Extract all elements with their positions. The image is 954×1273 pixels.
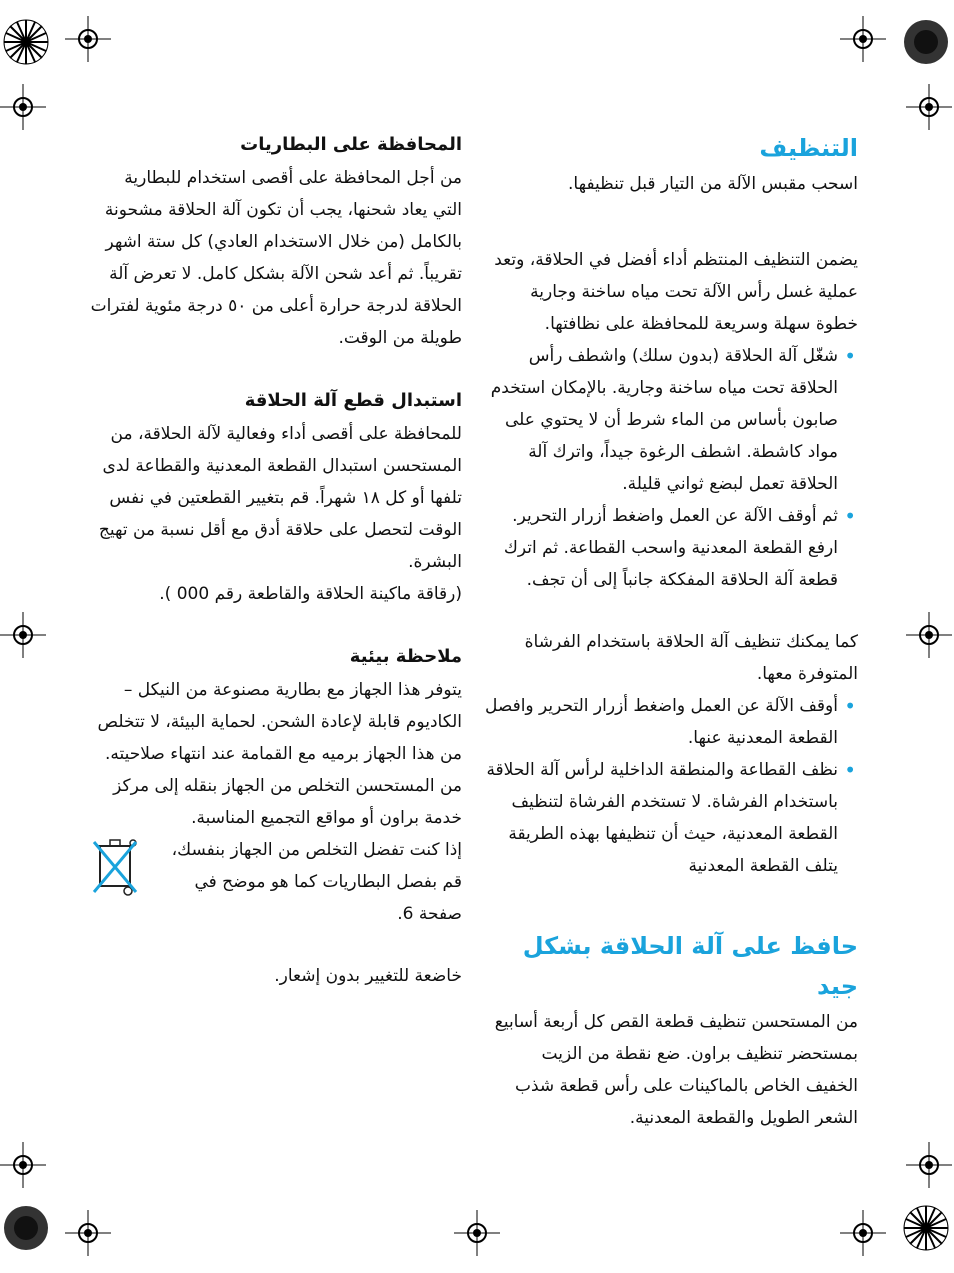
bullet-icon: • [844, 504, 856, 528]
starburst-mark-icon [902, 1204, 950, 1252]
battery-paragraph: من أجل المحافظة على أقصى استخدام للبطارية التي يعاد شحنها، يجب أن تكون آلة الحلاقة مشحونة بالكامل (من خلال الاستخدام العادي) كل ستة اشهر تقريباً. ثم أعد شحن الآلة بشكل كامل. لا تعرض آلة الحلاقة لدرجة حرارة أعلى من ٥٠ درجة مئوية لفترات طويلة من الوقت. [90, 168, 462, 348]
bullet-icon: • [844, 344, 856, 368]
environment-title: ملاحظة بيئية [349, 646, 462, 667]
list-item: • ثم أوقف الآلة عن العمل واضغط أزرار التحرير. ارفع القطعة المعدنية واسحب القطاعة. ثم اترك قطعة آلة الحلاقة المفككة جانباً إلى أن تجف. [484, 500, 858, 596]
registration-mark-icon [840, 1210, 886, 1256]
environment-block [90, 674, 462, 930]
cleaning-title: التنظيف [759, 134, 858, 162]
list-item: • أوقف الآلة عن العمل واضغط أزرار التحرير وافصل القطعة المعدنية عنها. [484, 690, 858, 754]
registration-mark-icon [840, 16, 886, 62]
list-item: • نظف القطاعة والمنطقة الداخلية لرأس آلة الحلاقة باستخدام الفرشاة. لا تستخدم الفرشاة لتنظيف القطعة المعدنية، حيث أن تنظيفها بهذه الطريقة يتلف القطعة المعدنية [484, 754, 858, 882]
bullet-icon: • [844, 758, 856, 782]
maintain-title: حافظ على آلة الحلاقة بشكل جيد [522, 932, 858, 1000]
registration-mark-icon [65, 16, 111, 62]
registration-mark-icon [0, 84, 46, 130]
starburst-mark-icon [902, 18, 950, 66]
starburst-mark-icon [2, 18, 50, 66]
maintain-paragraph: من المستحسن تنظيف قطعة القص كل أربعة أسابيع بمستحضر تنظيف براون. ضع نقطة من الزيت الخفيف الخاص بالماكينات على رأس قطعة شذب الشعر الطويل والقطعة المعدنية. [494, 1012, 858, 1128]
brush-bullet-list [484, 690, 858, 882]
brush-intro: كما يمكنك تنظيف آلة الحلاقة باستخدام الفرشاة المتوفرة معها. [524, 632, 858, 684]
registration-mark-icon [0, 612, 46, 658]
replace-paragraph: للمحافظة على أقصى أداء وفعالية لآلة الحلاقة، من المستحسن استبدال القطعة المعدنية والقطاعة لدى تلفها أو كل ١٨ شهراً. قم بتغيير القطعتين في نفس الوقت لتحصل على حلاقة أدق مع أقل نسبة من تهيج البشرة. [98, 424, 462, 572]
registration-mark-icon [0, 1142, 46, 1188]
registration-mark-icon [906, 612, 952, 658]
cleaning-paragraph: يضمن التنظيف المنتظم أداء أفضل في الحلاقة، وتعد عملية غسل رأس الآلة تحت مياه ساخنة وجارية خطوة سهلة وسريعة للمحافظة على نظافتها. [494, 250, 858, 334]
disclaimer: خاضعة للتغيير بدون إشعار. [274, 966, 462, 986]
registration-mark-icon [65, 1210, 111, 1256]
environment-paragraph-2: إذا كنت تفضل التخلص من الجهاز بنفسك، قم بفصل البطاريات كما هو موضح في صفحة 6. [171, 840, 462, 924]
cleaning-intro: اسحب مقبس الآلة من التيار قبل تنظيفها. [568, 174, 858, 194]
registration-mark-icon [906, 84, 952, 130]
registration-mark-icon [906, 1142, 952, 1188]
left-column [90, 128, 462, 992]
registration-mark-icon [454, 1210, 500, 1256]
battery-title: المحافظة على البطاريات [240, 134, 462, 155]
environment-paragraph: يتوفر هذا الجهاز مع بطارية مصنوعة من النيكل – الكاديوم قابلة لإعادة الشحن. لحماية البيئة، لا تتخلص من هذا الجهاز برميه مع القمامة عند انتهاء صلاحيته. من المستحسن التخلص من الجهاز بنقله إلى مركز خدمة براون أو مواقع التجميع المناسبة. [97, 680, 462, 828]
starburst-mark-icon [2, 1204, 50, 1252]
right-column [484, 128, 858, 1134]
part-number-note: (رقاقة ماكينة الحلاقة والقاطعة رقم 000 ). [159, 584, 462, 604]
replace-title: استبدال قطع آلة الحلاقة [244, 390, 462, 411]
cleaning-bullet-list [484, 340, 858, 596]
list-item: • شغّل آلة الحلاقة (بدون سلك) واشطف رأس الحلاقة تحت مياه ساخنة وجارية. بالإمكان استخدم صابون بأساس من الماء شرط أن لا يحتوي على مواد كاشطة. اشطف الرغوة جيداً، واترك آلة الحلاقة تعمل لبضع ثواني قليلة. [484, 340, 858, 500]
bullet-icon: • [844, 694, 856, 718]
crossed-bin-icon [90, 836, 140, 900]
